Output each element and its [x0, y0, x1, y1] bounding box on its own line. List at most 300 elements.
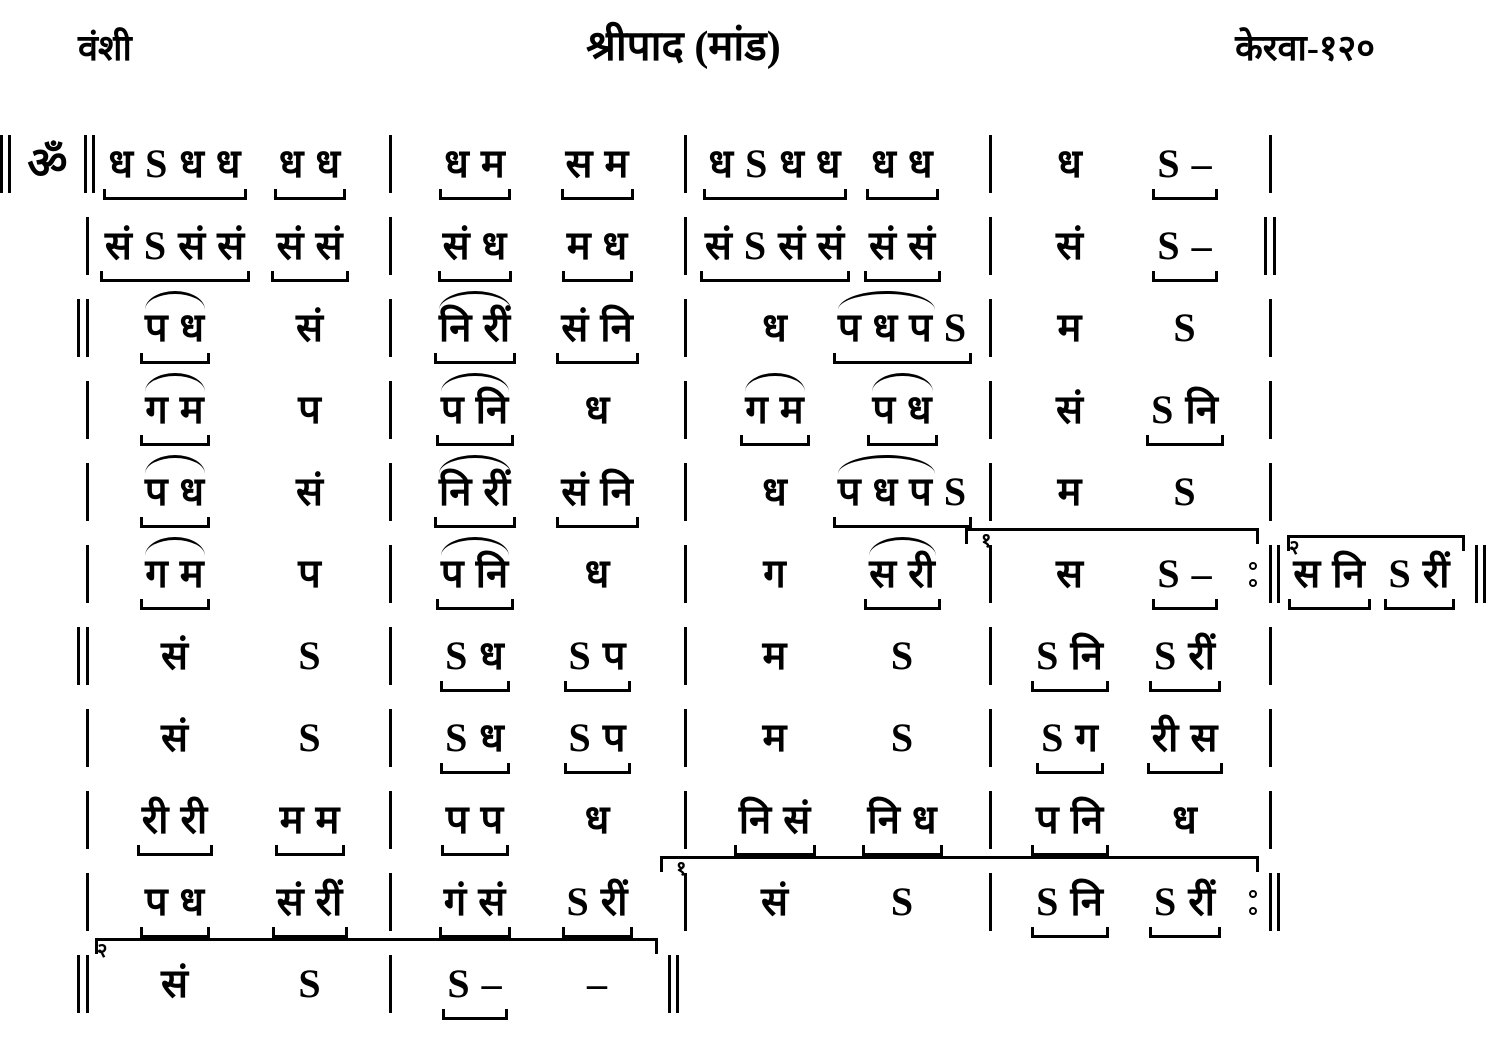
- note-cell: [1125, 796, 1245, 844]
- bar-line: [660, 625, 710, 687]
- underline-bracket: [1147, 763, 1224, 774]
- note-cell: [840, 550, 965, 598]
- bar-stroke: [684, 873, 687, 931]
- note-text: सं: [1055, 387, 1085, 432]
- note-cell: [1125, 714, 1245, 762]
- note-text: ध ध: [871, 141, 934, 186]
- note-cell: [255, 796, 365, 844]
- note-text: प ध प S: [837, 305, 968, 350]
- note-text: सं: [1055, 223, 1085, 268]
- slur-arc: [838, 455, 935, 474]
- note-cell: [840, 878, 965, 926]
- bar-line: [0, 707, 95, 769]
- note-text: सं नि: [561, 469, 634, 514]
- note-cell: [95, 468, 255, 516]
- bar-stroke: [1269, 791, 1272, 849]
- note-group: [872, 386, 932, 434]
- bar-stroke: [84, 135, 87, 193]
- bar-line: [1245, 133, 1295, 195]
- bar-stroke: [0, 135, 3, 193]
- note-group: [445, 714, 505, 762]
- bar-line: [365, 133, 415, 195]
- note-text: S प: [568, 633, 627, 678]
- underline-bracket: [137, 845, 213, 856]
- note-text: प ध: [144, 469, 206, 514]
- note-group: [708, 140, 841, 188]
- note-group: [569, 632, 627, 680]
- note-text: म: [762, 633, 788, 678]
- note-text: म ध: [566, 223, 629, 268]
- note-cell: [710, 550, 840, 598]
- bar-line: [965, 133, 1015, 195]
- note-group: [142, 796, 208, 844]
- volta-number: २: [97, 940, 108, 962]
- underline-bracket: [833, 517, 972, 528]
- note-group: [1036, 878, 1104, 926]
- note-text: सं S सं सं: [104, 223, 246, 268]
- bar-stroke: [989, 873, 992, 931]
- note-text: S नि: [1036, 633, 1104, 678]
- double-bar-line: [84, 135, 95, 193]
- note-text: प ध: [872, 387, 933, 432]
- note-cell: [710, 140, 840, 188]
- note-text: सं सं: [868, 223, 937, 268]
- note-group: [161, 632, 189, 680]
- bar-line: [365, 297, 415, 359]
- bar-stroke: [389, 217, 392, 275]
- note-cell: [415, 140, 535, 188]
- instrument-label: वंशी: [78, 28, 132, 68]
- bar-line: [1245, 379, 1295, 441]
- note-group: [567, 222, 629, 270]
- notation-row: [0, 205, 1495, 287]
- note-group: [445, 632, 505, 680]
- note-cell: [95, 714, 255, 762]
- note-group: [298, 632, 321, 680]
- note-cell: [710, 386, 840, 434]
- repeat-dot: [1249, 579, 1257, 587]
- bar-line: [365, 707, 415, 769]
- bar-line: [965, 461, 1015, 523]
- note-text: S रीं: [1154, 879, 1216, 924]
- note-group: [763, 632, 788, 680]
- note-text: ग म: [145, 551, 205, 596]
- note-group: [1389, 550, 1451, 598]
- bar-line: [965, 871, 1015, 933]
- note-cell: [837, 304, 968, 352]
- underline-bracket: [439, 927, 512, 938]
- slur-arc: [745, 373, 804, 392]
- bar-stroke: [389, 545, 392, 603]
- underline-bracket: [1031, 845, 1109, 856]
- note-text: S ध: [445, 715, 505, 760]
- note-group: [561, 468, 634, 516]
- note-group: [869, 222, 936, 270]
- note-group: [447, 960, 502, 1008]
- bar-stroke: [86, 627, 89, 685]
- underline-bracket: [271, 271, 348, 282]
- note-group: [443, 222, 508, 270]
- double-bar-line: [1245, 215, 1295, 277]
- bar-stroke: [1269, 545, 1272, 603]
- note-text: प नि: [440, 387, 510, 432]
- note-text: ध S ध ध: [708, 141, 842, 186]
- note-cell: [95, 960, 255, 1008]
- note-cell: [95, 222, 255, 270]
- note-text: S: [298, 961, 322, 1006]
- note-cell: [710, 714, 840, 762]
- bar-stroke: [1273, 217, 1276, 275]
- note-group: [108, 140, 241, 188]
- note-cell: [95, 796, 255, 844]
- note-text: स: [1055, 551, 1085, 596]
- note-group: [585, 550, 611, 598]
- bar-line: [365, 625, 415, 687]
- bar-line: [1245, 625, 1295, 687]
- note-cell: [710, 304, 840, 352]
- note-text: सं ध: [442, 223, 508, 268]
- underline-bracket: [1152, 271, 1217, 282]
- note-cell: [535, 468, 660, 516]
- bar-line: [0, 461, 95, 523]
- underline-bracket: [740, 435, 809, 446]
- underline-bracket: [440, 763, 510, 774]
- note-group: [567, 878, 629, 926]
- note-cell: [255, 304, 365, 352]
- bar-stroke: [86, 381, 89, 439]
- note-text: सं: [295, 469, 325, 514]
- note-cell: [535, 714, 660, 762]
- note-text: S: [298, 715, 322, 760]
- bar-line: [965, 215, 1015, 277]
- note-group: [277, 878, 344, 926]
- note-cell: [1015, 550, 1125, 598]
- double-bar-line: [1261, 871, 1287, 933]
- note-text: ध: [1057, 141, 1083, 186]
- note-cell: [840, 386, 965, 434]
- note-group: [762, 304, 788, 352]
- note-cell: [415, 550, 535, 598]
- bar-line: [1245, 789, 1295, 851]
- note-cell: [1125, 632, 1245, 680]
- note-cell: [1125, 550, 1245, 598]
- note-cell: [1015, 878, 1125, 926]
- note-group: [1154, 878, 1216, 926]
- bar-line: [660, 133, 710, 195]
- bar-line: [660, 379, 710, 441]
- note-group: [1172, 796, 1198, 844]
- note-cell: [255, 878, 365, 926]
- bar-stroke: [389, 463, 392, 521]
- note-text: प ध: [144, 879, 206, 924]
- note-text: स म: [565, 141, 630, 186]
- note-cell: [840, 714, 965, 762]
- note-cell: [255, 140, 365, 188]
- note-text: सं नि: [561, 305, 634, 350]
- note-cell: [415, 960, 535, 1008]
- note-text: सं: [295, 305, 325, 350]
- note-cell: [415, 222, 535, 270]
- underline-bracket: [866, 189, 938, 200]
- note-group: [838, 304, 967, 352]
- bar-stroke: [684, 463, 687, 521]
- note-cell: [255, 222, 365, 270]
- note-cell: [415, 796, 535, 844]
- bar-line: [965, 707, 1015, 769]
- bar-stroke: [86, 217, 89, 275]
- note-group: [444, 140, 506, 188]
- underline-bracket: [1149, 681, 1221, 692]
- note-text: नि रीं: [438, 469, 512, 514]
- bar-stroke: [989, 135, 992, 193]
- underline-bracket: [434, 353, 516, 364]
- note-cell: [840, 140, 965, 188]
- note-group: [585, 796, 611, 844]
- volta-overline: [95, 938, 658, 954]
- volta-number: २: [1289, 537, 1300, 559]
- bar-line: [660, 707, 710, 769]
- bar-stroke: [989, 791, 992, 849]
- note-text: S: [890, 879, 915, 924]
- underline-bracket: [441, 845, 509, 856]
- notation-row: [0, 858, 1495, 943]
- repeat-dot: [1249, 890, 1257, 898]
- bar-line: [660, 461, 710, 523]
- underline-bracket: [562, 271, 634, 282]
- bar-stroke: [1264, 217, 1267, 275]
- note-text: S रीं: [1154, 633, 1216, 678]
- underline-bracket: [272, 927, 349, 938]
- note-cell: [95, 386, 255, 434]
- note-cell: [1015, 304, 1125, 352]
- bar-line: [365, 871, 415, 933]
- bar-line: [660, 543, 710, 605]
- note-cell: [535, 550, 660, 598]
- slur-arc: [145, 291, 205, 310]
- note-group: [762, 468, 788, 516]
- note-text: S प: [568, 715, 627, 760]
- underline-bracket: [100, 271, 250, 282]
- note-group: [1036, 796, 1104, 844]
- double-bar-line: [0, 135, 11, 193]
- bar-stroke: [77, 627, 80, 685]
- underline-bracket: [833, 353, 972, 364]
- bar-line: [1245, 707, 1295, 769]
- note-group: [569, 714, 627, 762]
- underline-bracket: [275, 845, 346, 856]
- om-symbol: ॐ: [27, 139, 68, 188]
- underline-bracket: [564, 681, 632, 692]
- composition-title: श्रीपाद (मांड): [586, 24, 781, 70]
- note-text: प ध प S: [837, 469, 968, 514]
- bar-stroke: [684, 381, 687, 439]
- note-group: [1154, 632, 1216, 680]
- note-text: ध: [1172, 797, 1198, 842]
- bar-stroke: [1269, 381, 1272, 439]
- note-group: [439, 304, 511, 352]
- note-cell: [535, 796, 660, 844]
- slur-arc: [145, 455, 205, 474]
- volta-number: १: [981, 530, 992, 552]
- slur-arc: [838, 291, 935, 310]
- note-group: [1041, 714, 1099, 762]
- underline-bracket: [864, 599, 941, 610]
- underline-bracket: [1152, 599, 1217, 610]
- bar-line: [965, 625, 1015, 687]
- note-group: [444, 878, 507, 926]
- note-cell: [710, 796, 840, 844]
- bar-stroke: [389, 299, 392, 357]
- note-group: [439, 468, 511, 516]
- volta-overline: [965, 528, 1259, 544]
- note-cell: [840, 222, 965, 270]
- header: [0, 0, 1495, 73]
- note-text: गं सं: [443, 879, 507, 924]
- bar-stroke: [684, 135, 687, 193]
- note-cell: [1015, 140, 1125, 188]
- note-text: ध: [762, 305, 788, 350]
- bar-line: [965, 789, 1015, 851]
- note-text: प: [298, 387, 322, 432]
- underline-bracket: [140, 435, 209, 446]
- note-group: [298, 960, 321, 1008]
- bar-stroke: [668, 955, 671, 1013]
- note-cell: [840, 796, 965, 844]
- note-group: [441, 550, 509, 598]
- note-cell: [837, 468, 968, 516]
- note-text: S नि: [1151, 387, 1219, 432]
- note-group: [1056, 386, 1084, 434]
- bar-line: [660, 215, 710, 277]
- slur-arc: [872, 373, 932, 392]
- bar-stroke: [684, 217, 687, 275]
- note-cell: [95, 304, 255, 352]
- underline-bracket: [862, 845, 942, 856]
- note-text: म: [1057, 305, 1083, 350]
- note-group: [145, 386, 204, 434]
- note-group: [891, 878, 914, 926]
- bar-stroke: [1269, 135, 1272, 193]
- note-group: [1036, 632, 1104, 680]
- bar-stroke: [989, 381, 992, 439]
- note-group: [145, 550, 204, 598]
- bar-stroke: [1269, 463, 1272, 521]
- note-cell: [710, 632, 840, 680]
- note-text: S: [1173, 305, 1197, 350]
- underline-bracket: [700, 271, 850, 282]
- note-cell: [1372, 550, 1467, 598]
- note-cell: [415, 878, 535, 926]
- note-cell: [535, 222, 660, 270]
- bar-stroke: [86, 299, 89, 357]
- note-cell: [535, 386, 660, 434]
- note-cell: [1015, 386, 1125, 434]
- bar-stroke: [86, 463, 89, 521]
- note-group: [446, 796, 504, 844]
- slur-arc: [441, 537, 509, 556]
- volta-bracket: [660, 858, 1261, 933]
- om-opening: [0, 133, 95, 195]
- bar-line: [1245, 461, 1295, 523]
- note-cell: [255, 386, 365, 434]
- bar-stroke: [684, 791, 687, 849]
- bar-line: [965, 297, 1015, 359]
- note-cell: [415, 632, 535, 680]
- note-text: सं सं: [276, 223, 344, 268]
- note-group: [867, 796, 937, 844]
- underline-bracket: [556, 517, 639, 528]
- note-group: [1173, 304, 1196, 352]
- volta-number: १: [676, 858, 687, 880]
- bar-stroke: [77, 955, 80, 1013]
- bar-stroke: [684, 709, 687, 767]
- note-cell: [95, 550, 255, 598]
- bar-line: [965, 543, 1015, 605]
- note-group: [891, 714, 914, 762]
- bar-line: [0, 215, 95, 277]
- note-cell: [1015, 632, 1125, 680]
- note-group: [745, 386, 804, 434]
- note-cell: [535, 960, 660, 1008]
- bar-stroke: [684, 627, 687, 685]
- note-text: –: [587, 961, 608, 1006]
- underline-bracket: [562, 927, 634, 938]
- bar-stroke: [1269, 627, 1272, 685]
- note-group: [298, 386, 322, 434]
- note-cell: [95, 632, 255, 680]
- note-text: ग म: [745, 387, 805, 432]
- note-group: [871, 140, 933, 188]
- repeat-dot: [1249, 907, 1257, 915]
- note-text: S: [298, 633, 322, 678]
- note-group: [585, 386, 611, 434]
- note-text: S ग: [1041, 715, 1099, 760]
- volta-bracket: [95, 940, 660, 1015]
- bar-stroke: [1269, 709, 1272, 767]
- note-text: सं रीं: [276, 879, 344, 924]
- bar-stroke: [389, 135, 392, 193]
- bar-stroke: [684, 545, 687, 603]
- bar-line: [0, 871, 95, 933]
- double-bar-line: [0, 297, 95, 359]
- volta-overline: [660, 856, 1259, 872]
- note-text: नि ध: [867, 797, 938, 842]
- underline-bracket: [867, 435, 937, 446]
- bar-stroke: [389, 381, 392, 439]
- slur-arc: [439, 455, 511, 474]
- note-text: S –: [1157, 223, 1213, 268]
- bar-stroke: [1277, 873, 1280, 931]
- note-text: सं: [160, 633, 190, 678]
- note-group: [105, 222, 245, 270]
- notation-row: [0, 451, 1495, 533]
- note-group: [1058, 468, 1083, 516]
- note-cell: [95, 140, 255, 188]
- underline-bracket: [438, 271, 513, 282]
- note-group: [763, 550, 787, 598]
- note-group: [761, 878, 789, 926]
- note-group: [1157, 140, 1212, 188]
- note-group: [161, 714, 189, 762]
- bar-stroke: [989, 627, 992, 685]
- underline-bracket: [434, 517, 516, 528]
- underline-bracket: [103, 189, 246, 200]
- note-group: [296, 468, 324, 516]
- underline-bracket: [1149, 927, 1221, 938]
- underline-bracket: [864, 271, 941, 282]
- notation-row: [0, 530, 1495, 615]
- bar-line: [0, 379, 95, 441]
